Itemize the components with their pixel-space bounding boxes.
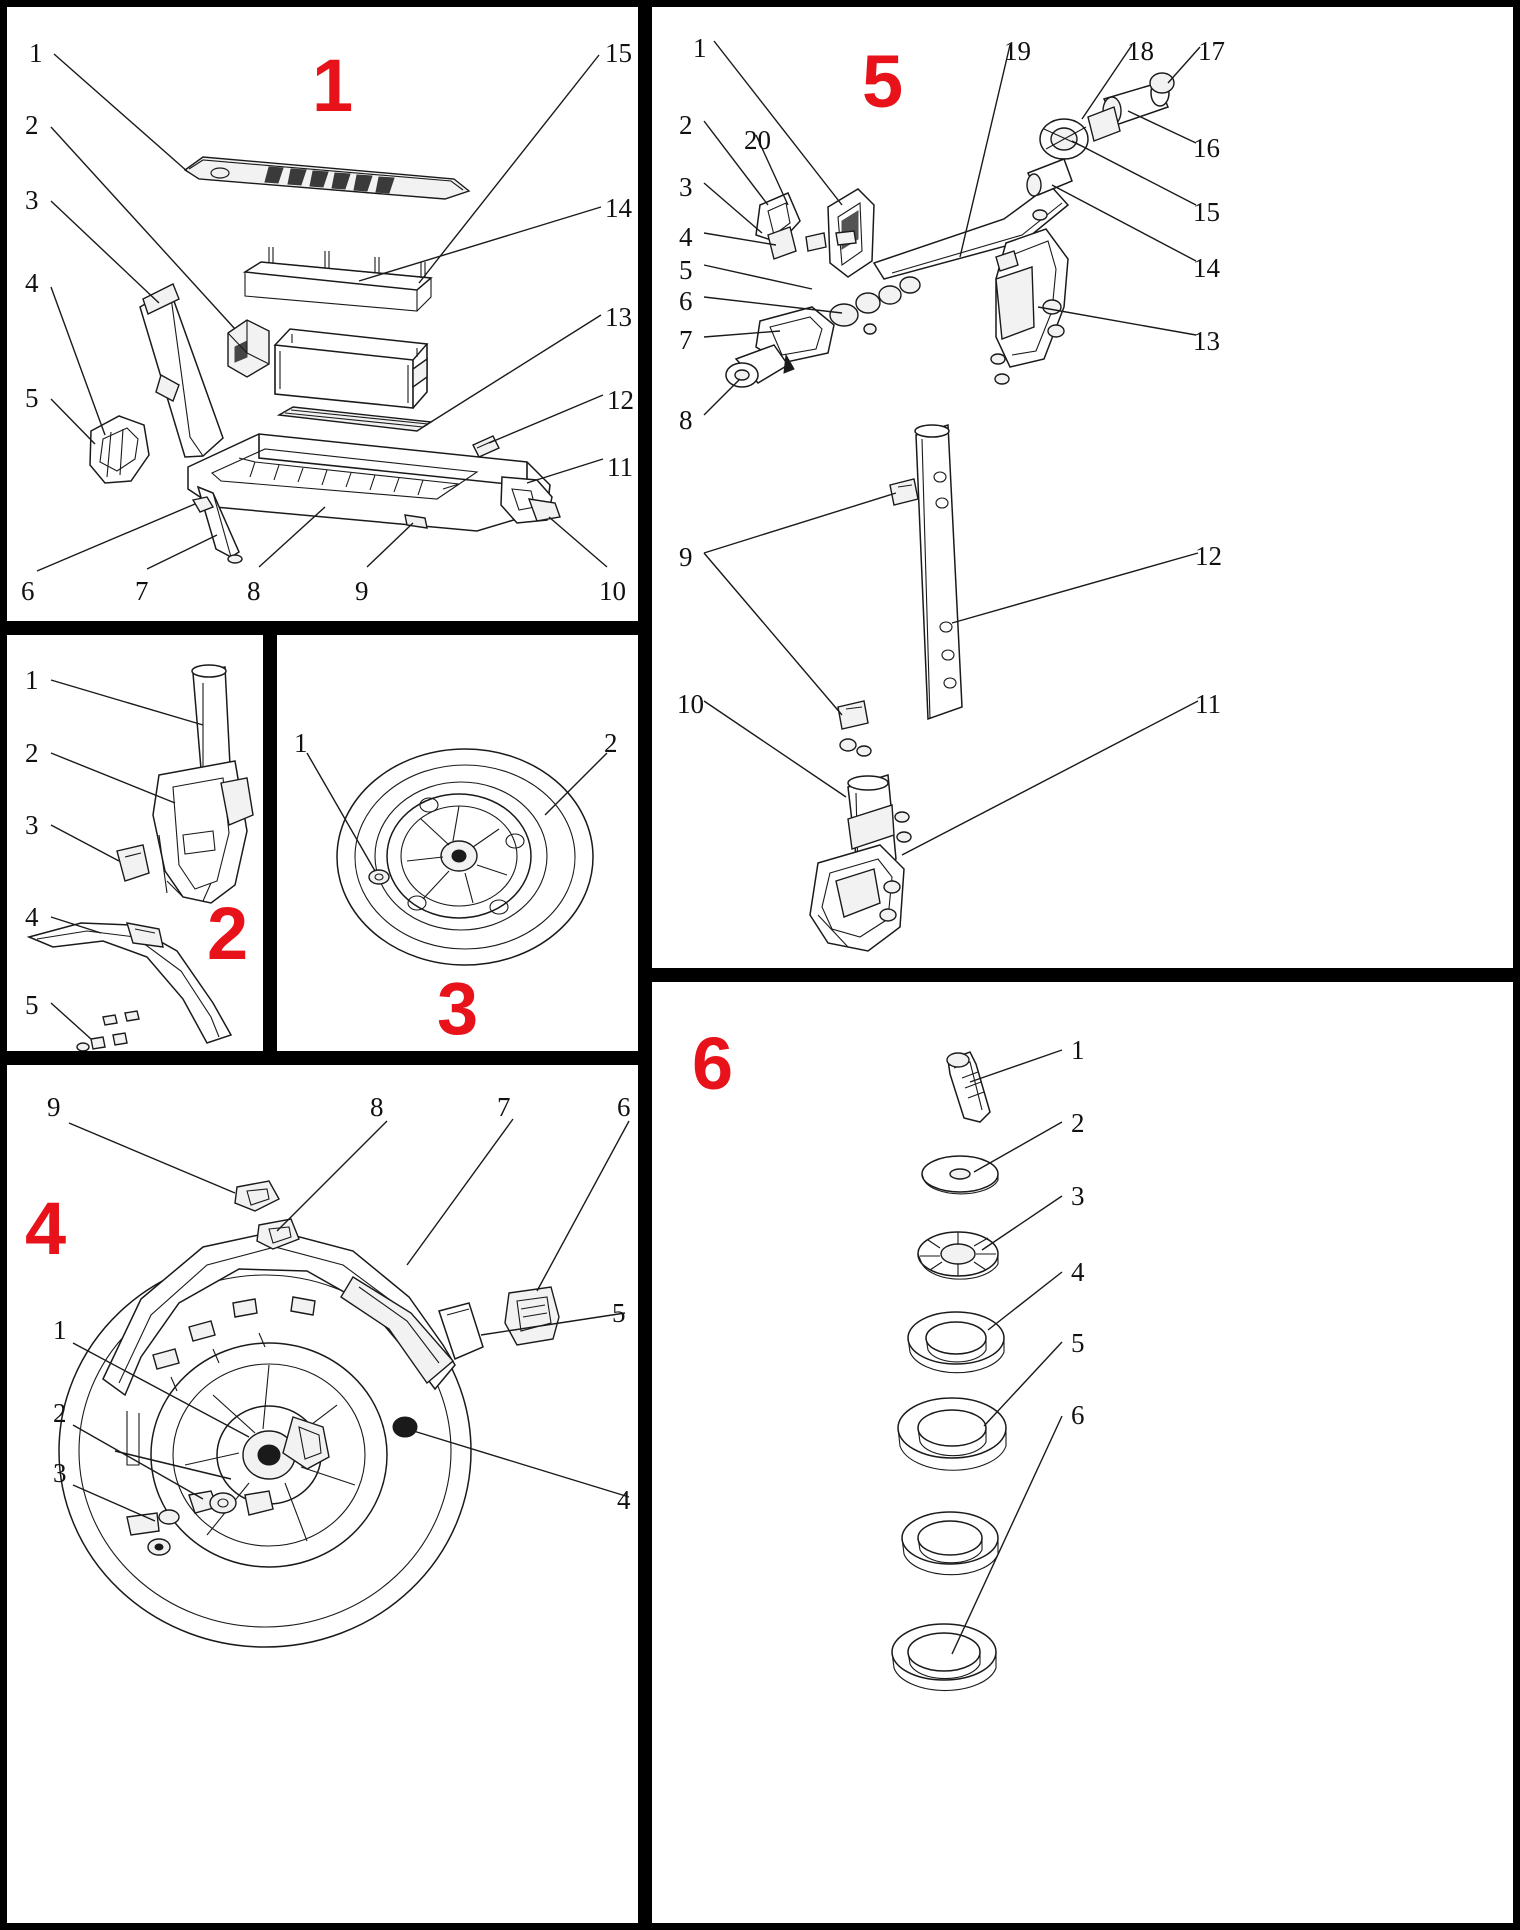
leader-lines [704,41,1200,855]
panel-number-6: 6 [692,1022,733,1105]
callout-p6-2: 2 [1071,1108,1085,1138]
callout-p1-7: 7 [135,576,149,606]
callout-p1-14: 14 [605,193,632,223]
callout-p5-11: 11 [1195,689,1221,719]
callout-p5-18: 18 [1127,36,1154,66]
front-hub-motor [387,794,531,918]
callout-p4-2: 2 [53,1398,67,1428]
throttle-assembly [1040,73,1174,159]
fork-assembly-artwork [7,635,270,1058]
callout-p1-6: 6 [21,576,35,606]
brake-lever [90,416,149,483]
callout-p6-3: 3 [1071,1181,1085,1211]
rear-brake-light [505,1287,559,1345]
callout-p5-8: 8 [679,405,693,435]
panel-number-1: 1 [312,44,353,127]
callout-p6-6: 6 [1071,1400,1085,1430]
headset-washer [922,1156,998,1194]
callout-p1-5: 5 [25,383,39,413]
front-fender [29,923,231,1043]
callout-p5-7: 7 [679,325,693,355]
rear-hub-motor [151,1343,387,1567]
callout-p5-1: 1 [693,33,707,63]
callout-p1-13: 13 [605,302,632,332]
fork-screws [77,1011,139,1051]
stem-tube [140,284,223,457]
headset-cup [902,1512,998,1575]
folding-mechanism-base [810,845,904,951]
callout-p4-8: 8 [370,1092,384,1122]
panel-number-3: 3 [437,967,478,1050]
callout-p3-2: 2 [604,728,618,758]
callout-p1-1: 1 [29,38,43,68]
callout-p1-9: 9 [355,576,369,606]
callout-p5-13: 13 [1193,326,1220,356]
callout-p5-10: 10 [677,689,704,719]
panel-front-fork-and-fender-assembly [0,628,270,1058]
callout-p1-12: 12 [607,385,634,415]
callout-p1-2: 2 [25,110,39,140]
callout-p4-5: 5 [612,1298,626,1328]
callout-p5-3: 3 [679,172,693,202]
callout-p3-1: 1 [294,728,308,758]
callout-p2-1: 1 [25,665,39,695]
callout-p2-3: 3 [25,810,39,840]
panel-headset-bearing-stack [645,975,1520,1930]
callout-p5-15: 15 [1193,197,1220,227]
callout-p2-5: 5 [25,990,39,1020]
callout-p5-9: 9 [679,542,693,572]
rear-wheel-artwork [7,1065,645,1930]
panel-handlebar-stem-and-steering-column-assembly [645,0,1520,975]
callout-p1-15: 15 [605,38,632,68]
headset-bolt [947,1052,990,1122]
callout-p1-3: 3 [25,185,39,215]
callout-p2-4: 4 [25,902,39,932]
callout-p1-8: 8 [247,576,261,606]
callout-p1-11: 11 [607,452,633,482]
battery-pack [275,329,427,408]
panel-front-wheel-and-tire [270,628,645,1058]
crown-race [892,1624,996,1691]
callout-p5-14: 14 [1193,253,1220,283]
callout-p6-1: 1 [1071,1035,1085,1065]
deck-mat [279,407,431,431]
callout-p5-2: 2 [679,110,693,140]
callout-p1-10: 10 [599,576,626,606]
panel-rear-wheel-fender-and-brake-assembly [0,1058,645,1930]
callout-p4-3: 3 [53,1458,67,1488]
callout-p5-6: 6 [679,286,693,316]
upper-bearing [908,1312,1004,1373]
column-clamps [838,479,918,756]
callout-p5-5: 5 [679,255,693,285]
panel-number-5: 5 [862,40,903,123]
callout-p1-4: 4 [25,268,39,298]
callout-p2-2: 2 [25,738,39,768]
callout-p5-12: 12 [1195,541,1222,571]
stem-assembly-artwork [652,7,1520,975]
callout-p4-6: 6 [617,1092,631,1122]
folding-post [996,229,1068,367]
callout-p4-1: 1 [53,1315,67,1345]
callout-p5-17: 17 [1198,36,1225,66]
callout-p4-4: 4 [617,1485,631,1515]
panel-number-4: 4 [25,1187,66,1270]
callout-p5-4: 4 [679,222,693,252]
callout-p6-4: 4 [1071,1257,1085,1287]
star-lock-washer [918,1232,998,1279]
steering-column [915,425,962,719]
front-fork [153,761,253,903]
wheel-nut [369,870,389,884]
lower-bearing [898,1398,1006,1470]
bar-end-cap [1027,159,1072,196]
panel-number-2: 2 [207,892,248,975]
panel-deck-and-frame-assembly [0,0,645,628]
deck-frame [188,434,560,531]
callout-p5-19: 19 [1004,36,1031,66]
callout-p4-9: 9 [47,1092,61,1122]
deck-grip-tape [185,157,469,199]
stem-clamp [726,277,920,387]
callout-p4-7: 7 [497,1092,511,1122]
headset-artwork [652,982,1520,1930]
callout-p6-5: 5 [1071,1328,1085,1358]
callout-p5-20: 20 [744,125,771,155]
callout-p5-16: 16 [1193,133,1220,163]
deck-plate [245,247,431,311]
fork-bracket [117,845,149,881]
